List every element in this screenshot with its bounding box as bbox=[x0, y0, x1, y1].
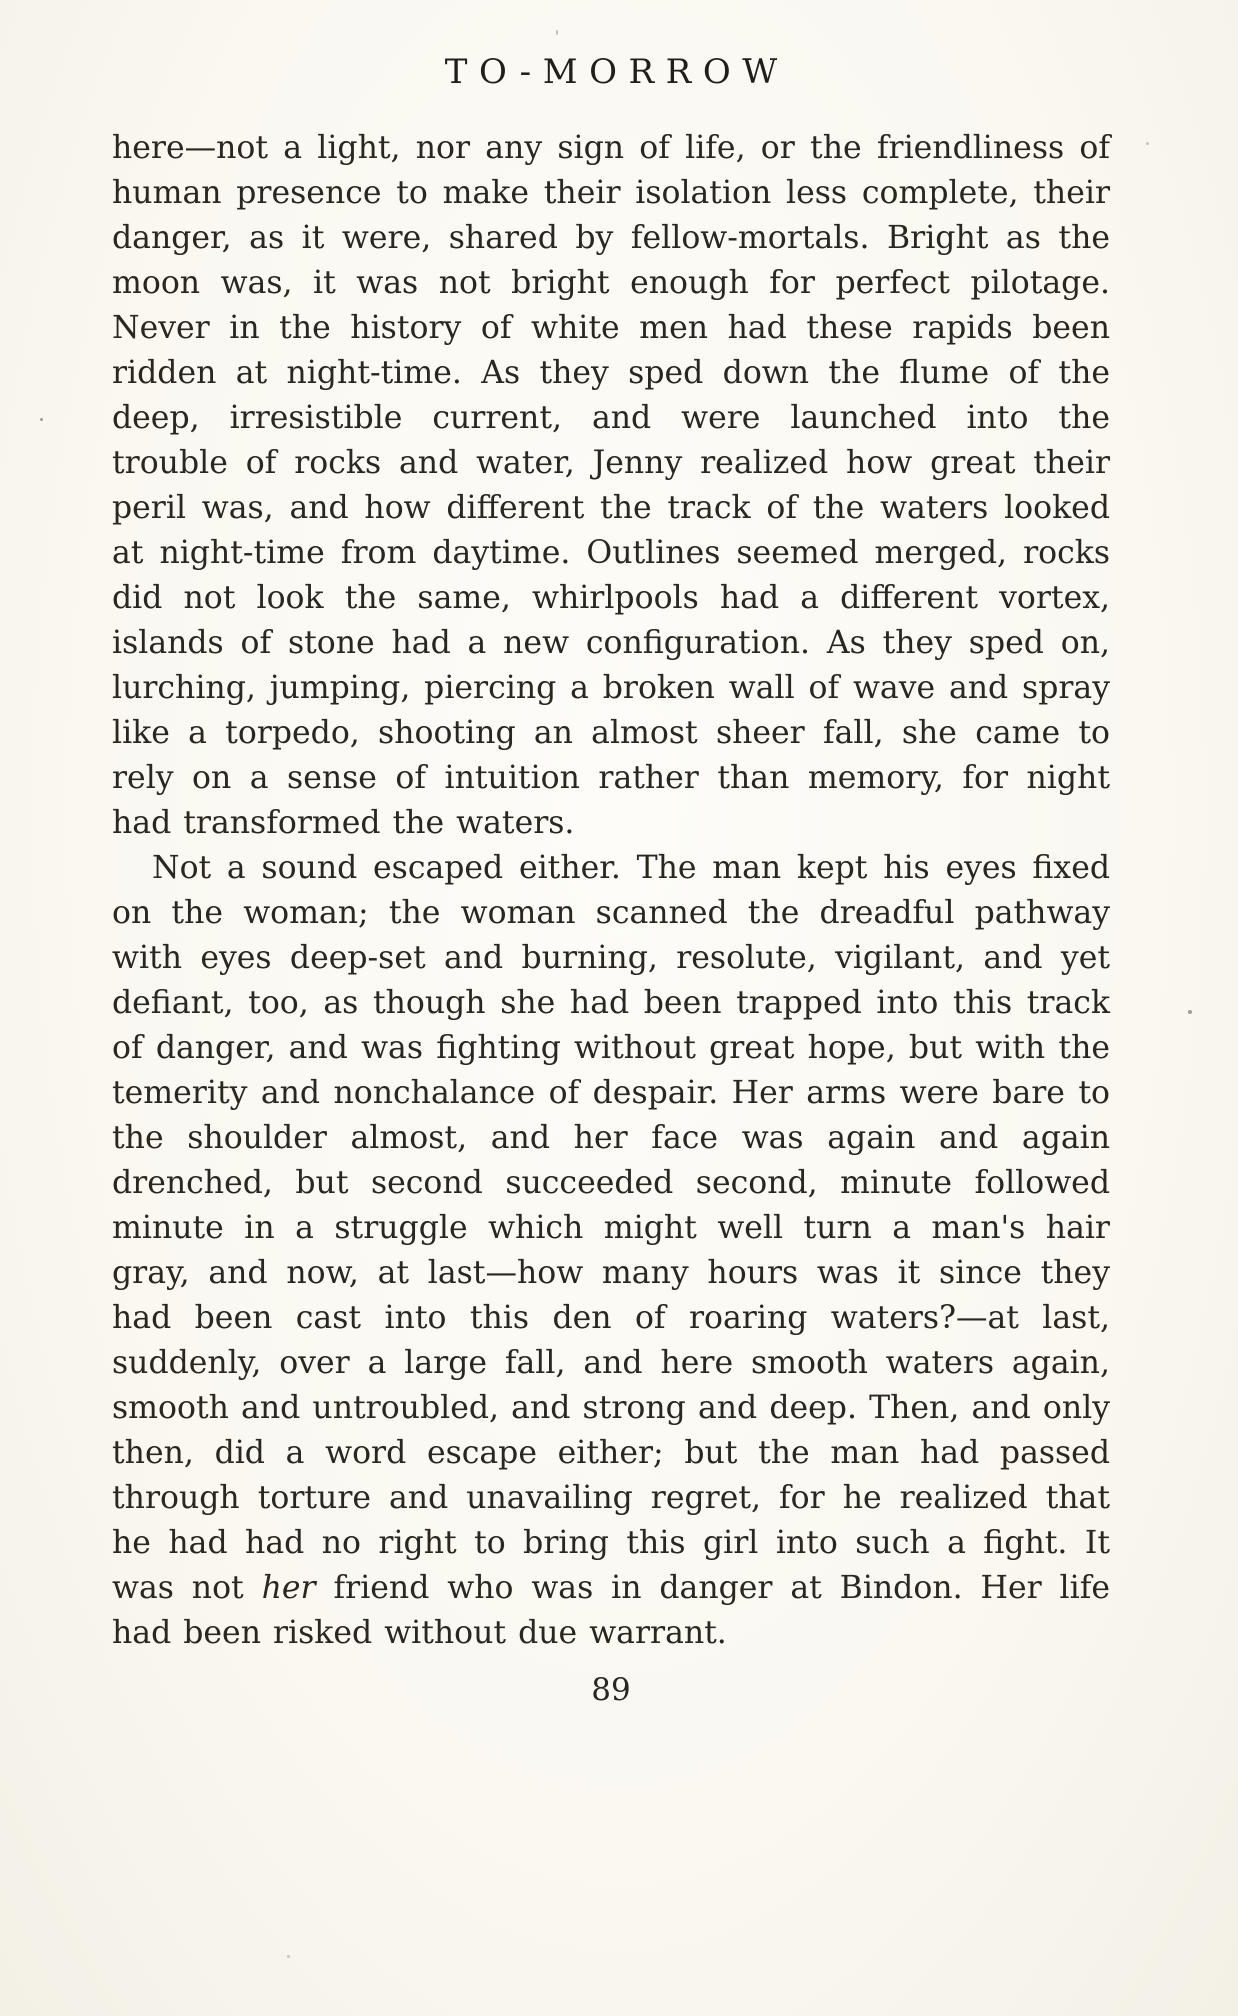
scan-speck bbox=[287, 1955, 290, 1958]
paragraph-2 bbox=[112, 846, 1110, 1656]
scan-speck bbox=[40, 418, 43, 421]
scan-speck bbox=[1146, 142, 1149, 145]
paragraph-2-text-end: friend who was in danger at Bindon. Her life had been risked without due warrant. bbox=[112, 1570, 1110, 1651]
paragraph-1-text: here—not a light, nor any sign of life, or the friendliness of human presence to make their isolation less complete, their danger, as it were, shared by fellow-mortals. Bright as the moon was, it was not bright enough for perfect pilotage. Never in the history of white men had these rapids been ridden at night-time. As they sped down the flume of the deep, irresistible current, and were launched into the trouble of rocks and water, Jenny realized how great their peril was, and how different the track of the waters looked at night-time from daytime. Outlines seemed merged, rocks did not look the same, whirlpools had a different vortex, islands of stone had a new configuration. As they sped on, lurching, jumping, piercing a broken wall of wave and spray like a torpedo, shooting an almost sheer fall, she came to rely on a sense of intuition rather than memory, for night had transformed the waters. bbox=[112, 130, 1110, 841]
paragraph-1 bbox=[112, 126, 1110, 846]
paragraph-2-italic-word: her bbox=[261, 1570, 316, 1606]
scan-speck bbox=[1188, 1010, 1192, 1014]
paragraph-2-text-start: Not a sound escaped either. The man kept his eyes fixed on the woman; the woman scanned the dreadful pathway with eyes deep-set and burning, resolute, vigilant, and yet defiant, too, as though she had been trapped into this track of danger, and was fighting without great hope, but with the temerity and nonchalance of despair. Her arms were bare to the shoulder almost, and her face was again and again drenched, but second succeeded second, minute followed minute in a struggle which might well turn a man's hair gray, and now, at last—how many hours was it since they had been cast into this den of roaring waters?—at last, suddenly, over a large fall, and here smooth waters again, smooth and untroubled, and strong and deep. Then, and only then, did a word escape either; but the man had passed through torture and unavailing regret, for he realized that he had had no right to bring this girl into such a fight. It was not bbox=[112, 850, 1110, 1606]
page-title: TO-MORROW bbox=[444, 52, 789, 92]
scan-speck bbox=[556, 30, 558, 35]
page-body bbox=[112, 126, 1110, 1656]
page-number: 89 bbox=[591, 1672, 631, 1708]
